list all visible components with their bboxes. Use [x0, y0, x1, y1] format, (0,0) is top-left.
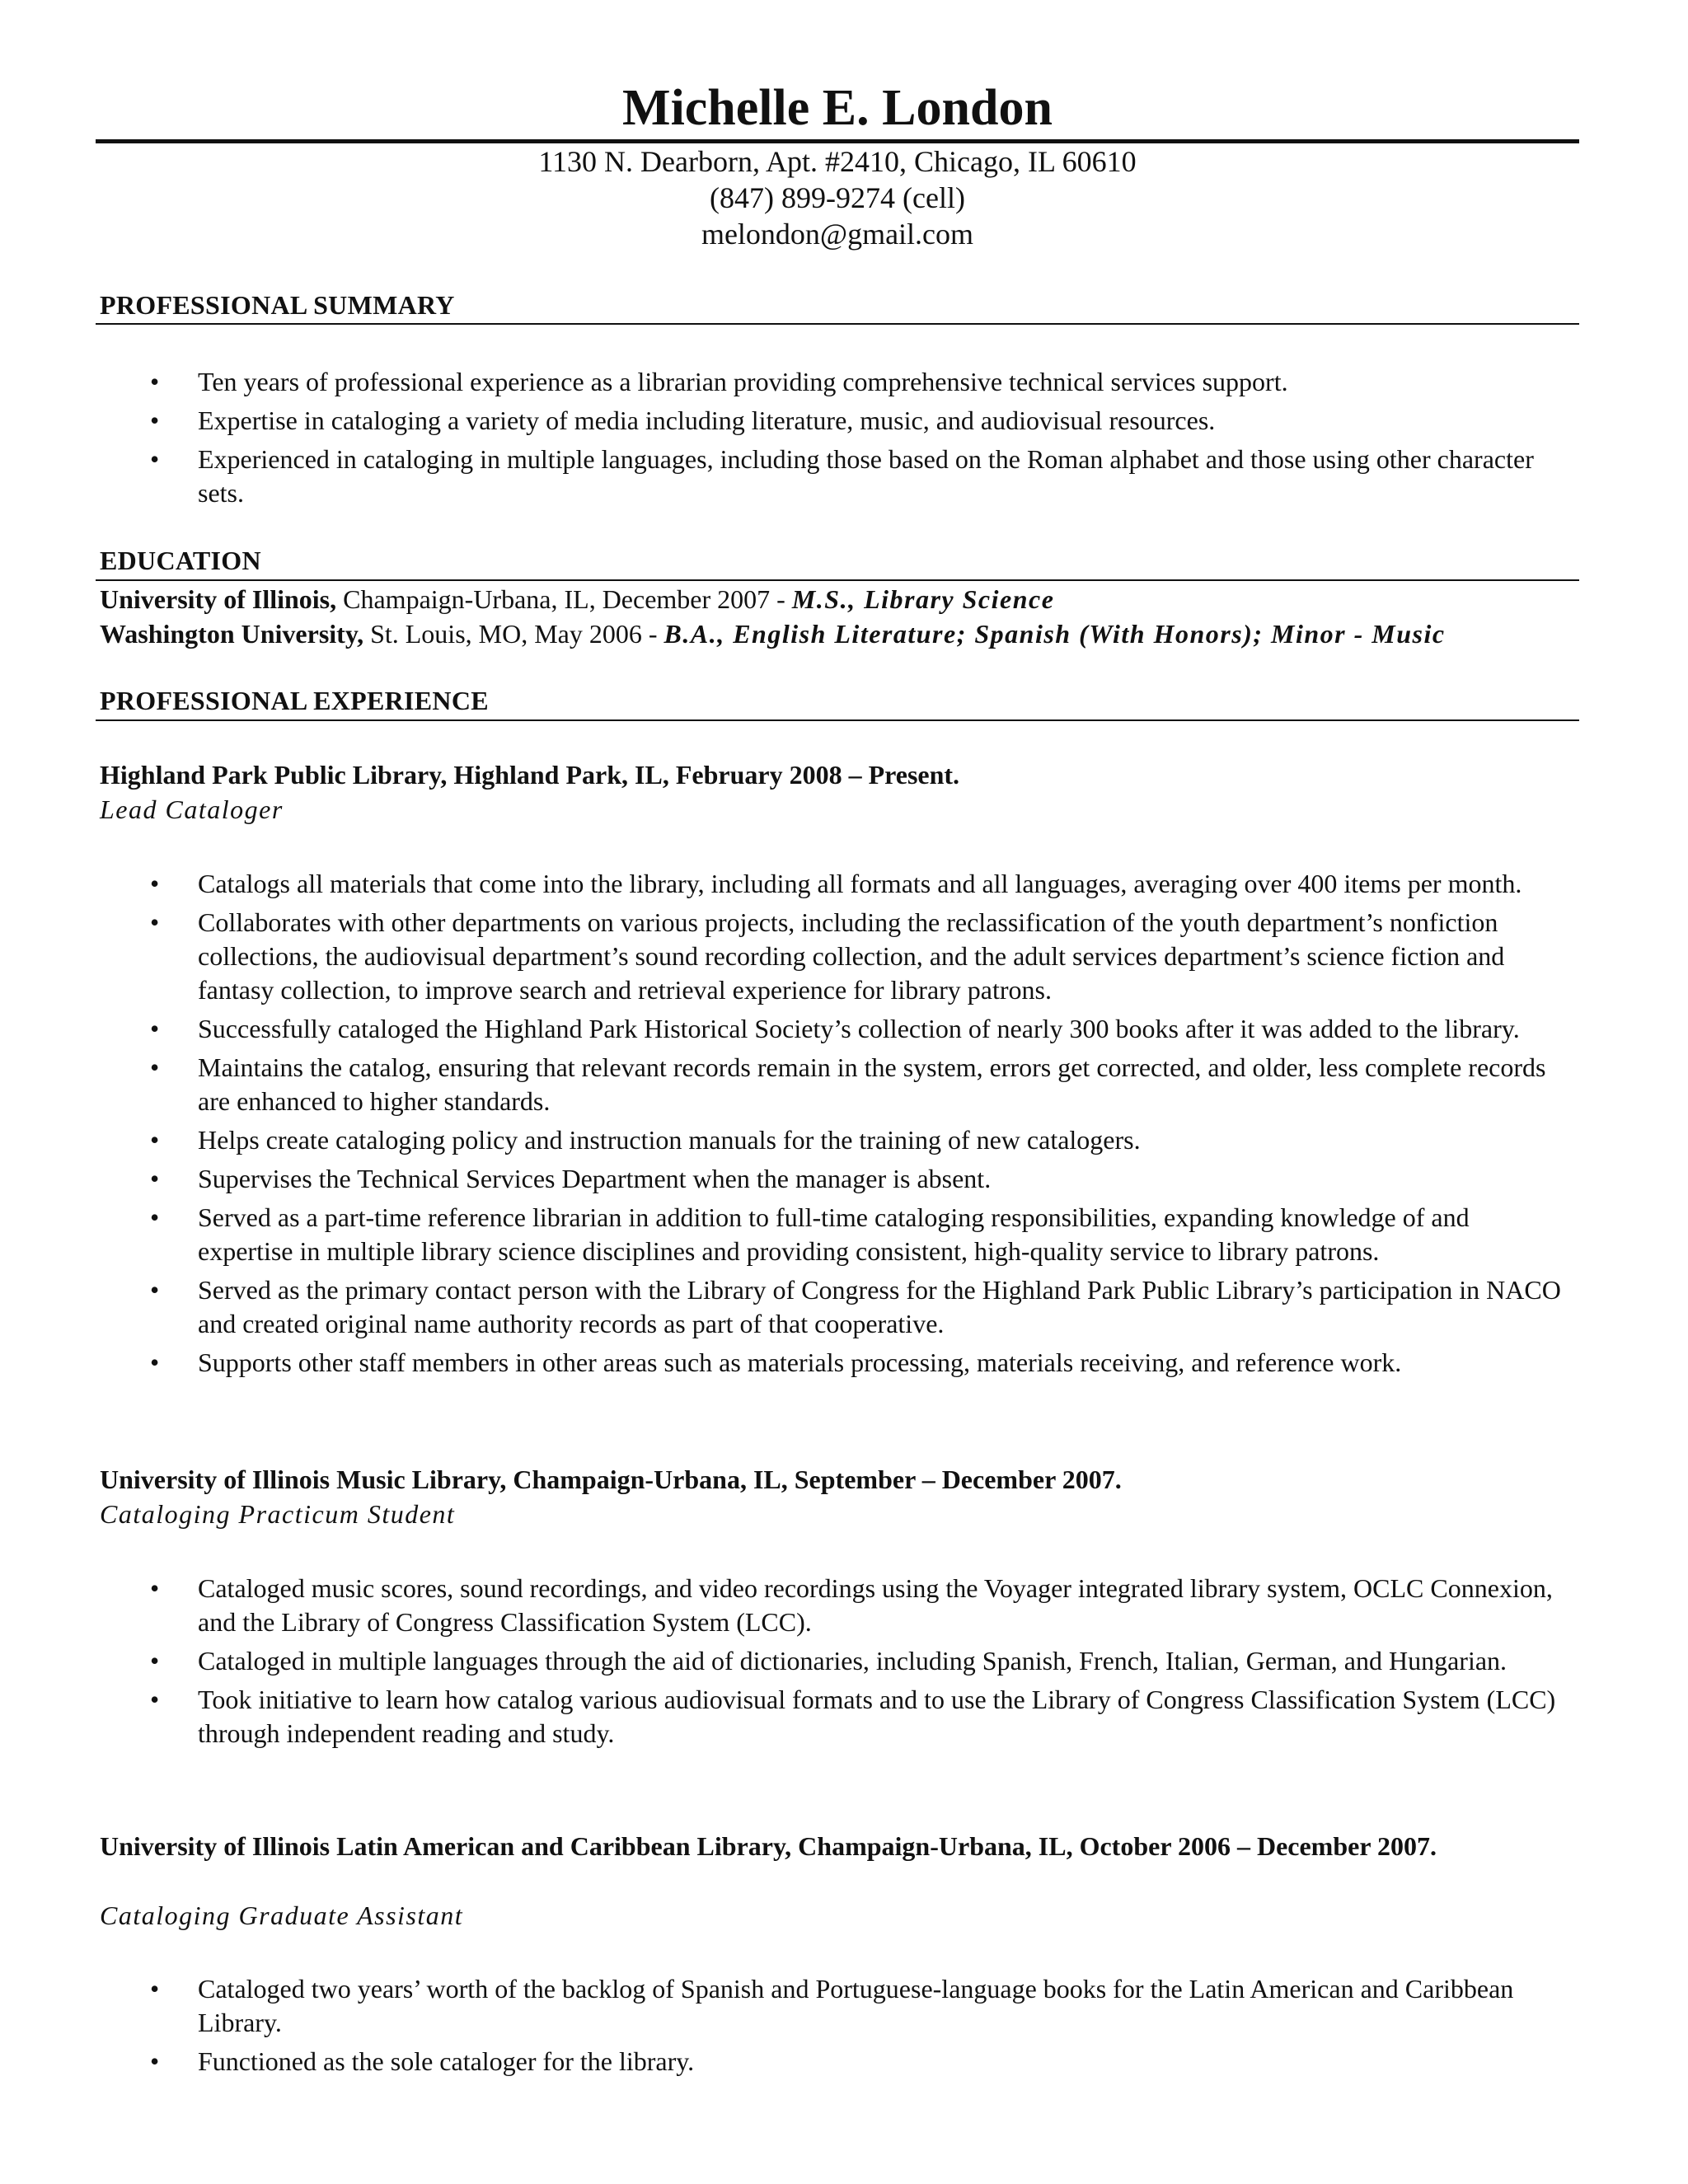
bullet-icon: • — [150, 1974, 160, 2004]
bullet-icon: • — [150, 869, 160, 898]
list-item: • Helps create cataloging policy and instruction manuals for the training of new catalogers. — [96, 1123, 1579, 1157]
contact-address: 1130 N. Dearborn, Apt. #2410, Chicago, IL 60610 — [538, 145, 1137, 178]
section-divider-experience — [96, 719, 1579, 721]
school-name: Washington University, — [100, 619, 364, 649]
list-item: • Supports other staff members in other areas such as materials processing, materials receiving, and reference work. — [96, 1346, 1579, 1380]
job-duties-list — [96, 867, 1579, 1385]
section-title-summary: PROFESSIONAL SUMMARY — [100, 290, 455, 320]
list-item: • Cataloged two years’ worth of the backlog of Spanish and Portuguese-language books for the Latin American and Caribbean Library. — [150, 1974, 1514, 2037]
education-entry — [100, 582, 1054, 616]
section-divider-education — [96, 579, 1579, 581]
list-item: • Expertise in cataloging a variety of media including literature, music, and audiovisual resources. — [96, 404, 1579, 438]
summary-list — [96, 365, 1579, 515]
job-heading: Highland Park Public Library, Highland Park, IL, February 2008 – Present. — [100, 760, 960, 790]
list-item: • Took initiative to learn how catalog various audiovisual formats and to use the Library of Congress Classification System (LCC) through independent reading and study. — [150, 1685, 1556, 1748]
list-item: • Cataloged in multiple languages through the aid of dictionaries, including Spanish, French, Italian, German, and Hungarian. — [96, 1644, 1579, 1678]
bullet-icon: • — [150, 1125, 160, 1155]
list-item: • Served as the primary contact person with the Library of Congress for the Highland Park Public Library’s participation in NACO and created original name authority records as part of that cooperative. — [150, 1275, 1561, 1338]
bullet-icon: • — [150, 907, 160, 937]
school-details: Champaign-Urbana, IL, December 2007 - — [336, 584, 792, 614]
candidate-name: Michelle E. London — [622, 80, 1053, 136]
job-duties-list — [96, 1572, 1579, 1755]
degree: B.A., English Literature; Spanish (With Honors); Minor - Music — [663, 619, 1446, 649]
list-item: • Collaborates with other departments on various projects, including the reclassification of the youth department’s nonfiction collections, the audiovisual department’s sound recording collection, and the adult services department’s science fiction and fantasy collection, to improve search and retrieval experience for library patrons. — [150, 907, 1505, 1005]
bullet-icon: • — [150, 1646, 160, 1675]
contact-email: melondon@gmail.com — [701, 218, 974, 251]
list-item: • Functioned as the sole cataloger for the library. — [96, 2045, 1579, 2079]
bullet-icon: • — [150, 1164, 160, 1193]
job-heading: University of Illinois Latin American and Caribbean Library, Champaign-Urbana, IL, October 2006 – December 2007. — [100, 1831, 1437, 1861]
section-title-experience: PROFESSIONAL EXPERIENCE — [100, 686, 489, 715]
list-item: • Served as a part-time reference librarian in addition to full-time cataloging responsibilities, expanding knowledge of and expertise in multiple library science disciplines and providing consistent, high-quality service to library patrons. — [150, 1202, 1470, 1266]
bullet-icon: • — [150, 1685, 160, 1714]
bullet-icon: • — [150, 1347, 160, 1377]
list-item: • Successfully cataloged the Highland Park Historical Society’s collection of nearly 300 books after it was added to the library. — [96, 1012, 1579, 1046]
list-item: • Catalogs all materials that come into the library, including all formats and all languages, averaging over 400 items per month. — [96, 867, 1579, 901]
bullet-icon: • — [150, 1275, 160, 1305]
job-role: Cataloging Graduate Assistant — [100, 1900, 464, 1930]
bullet-icon: • — [150, 1573, 160, 1603]
bullet-icon: • — [150, 405, 160, 435]
list-item: • Ten years of professional experience as a librarian providing comprehensive technical services support. — [96, 365, 1579, 399]
contact-phone: (847) 899-9274 (cell) — [710, 181, 965, 214]
list-item: • Maintains the catalog, ensuring that relevant records remain in the system, errors get corrected, and older, less complete records are enhanced to higher standards. — [150, 1052, 1546, 1116]
job-role: Lead Cataloger — [100, 794, 284, 824]
bullet-icon: • — [150, 444, 160, 474]
section-divider-summary — [96, 323, 1579, 325]
bullet-icon: • — [150, 1052, 160, 1082]
job-role: Cataloging Practicum Student — [100, 1499, 456, 1529]
list-item: • Cataloged music scores, sound recordings, and video recordings using the Voyager integrated library system, OCLC Connexion, and the Library of Congress Classification System (LCC). — [150, 1573, 1553, 1637]
job-heading: University of Illinois Music Library, Champaign-Urbana, IL, September – December 2007. — [100, 1465, 1122, 1494]
school-name: University of Illinois, — [100, 584, 337, 614]
job-duties-list — [96, 1972, 1579, 2083]
list-item: • Experienced in cataloging in multiple languages, including those based on the Roman alphabet and those using other character sets. — [150, 444, 1534, 508]
degree: M.S., Library Science — [791, 584, 1055, 614]
education-entry — [100, 616, 1446, 651]
bullet-icon: • — [150, 2046, 160, 2076]
section-title-education: EDUCATION — [100, 546, 261, 575]
bullet-icon: • — [150, 1202, 160, 1232]
bullet-icon: • — [150, 1014, 160, 1043]
list-item: • Supervises the Technical Services Department when the manager is absent. — [96, 1162, 1579, 1196]
school-details: St. Louis, MO, May 2006 - — [363, 619, 664, 649]
bullet-icon: • — [150, 367, 160, 396]
